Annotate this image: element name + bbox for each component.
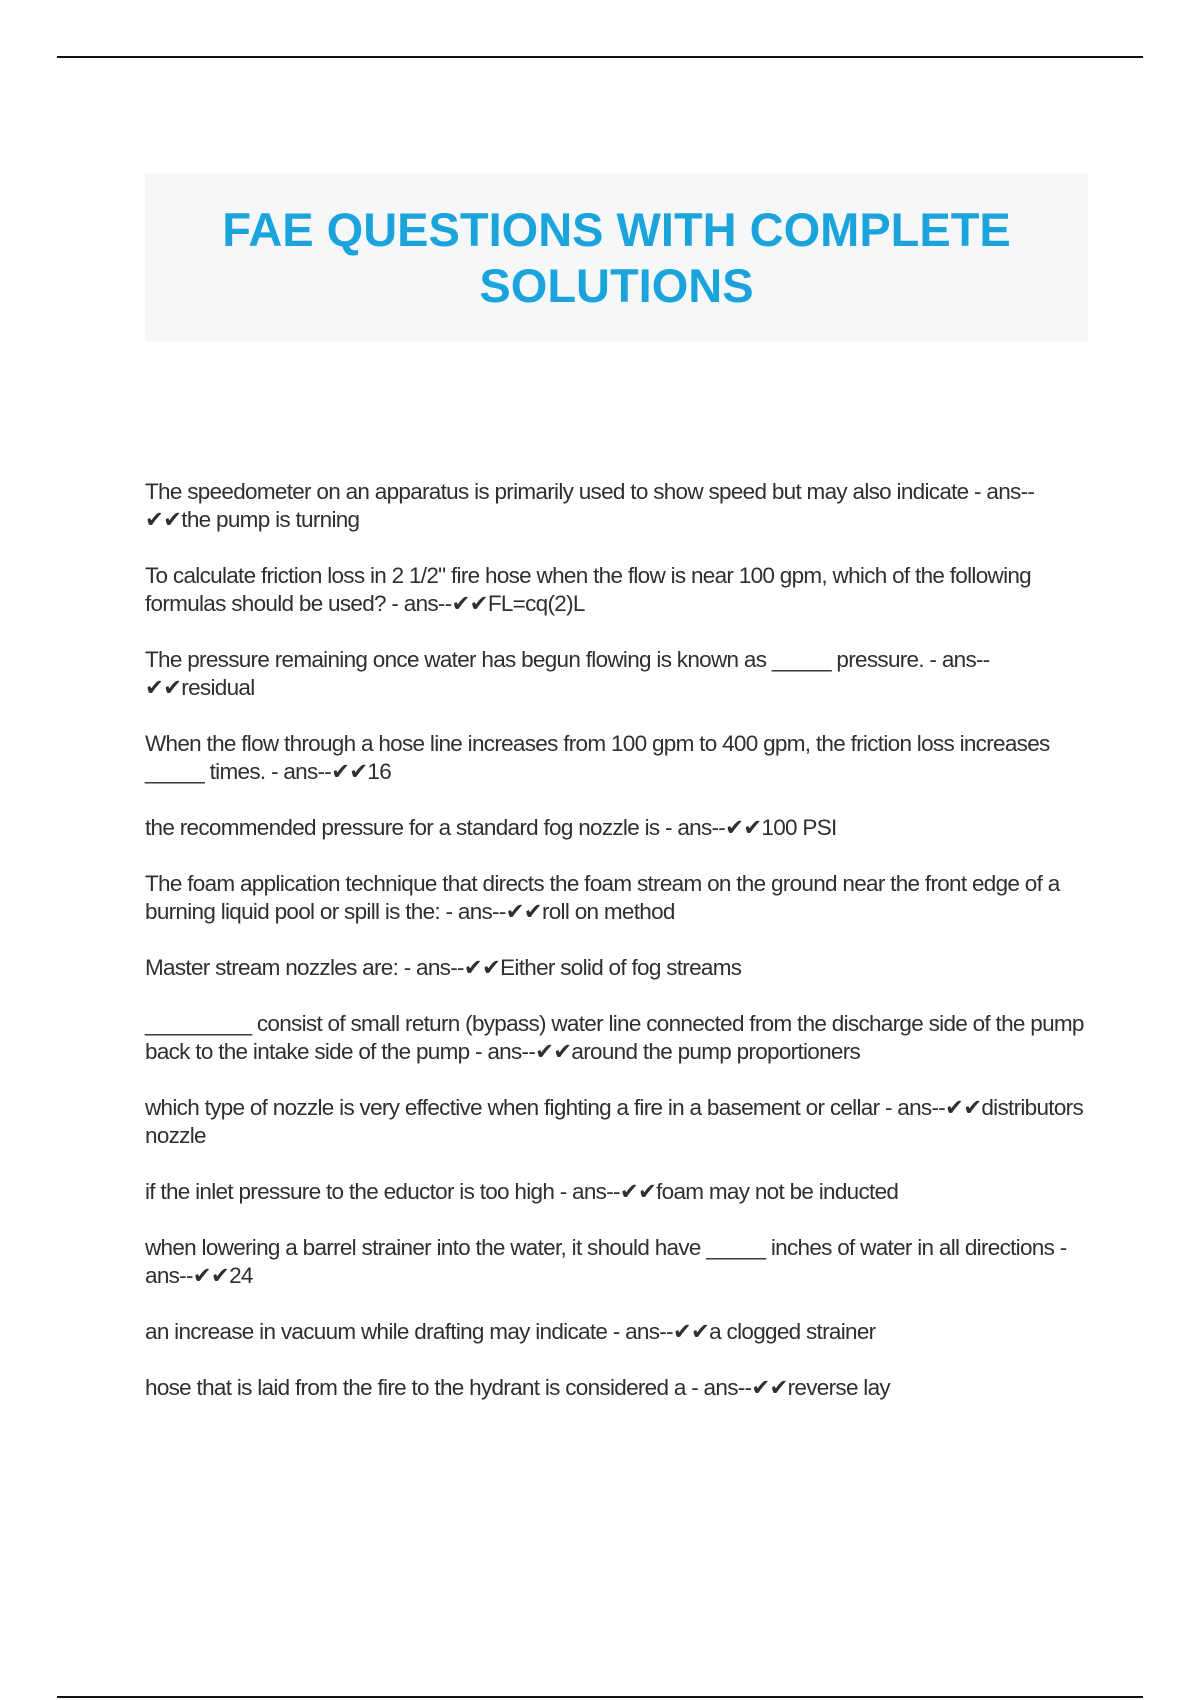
question-item-2: To calculate friction loss in 2 1/2" fire hose when the flow is near 100 gpm, which of the following formulas should be used? - ans--✔✔FL=cq(2)L <box>145 563 1031 616</box>
question-item-1: The speedometer on an apparatus is primarily used to show speed but may also indicate - ans--✔✔the pump is turning <box>145 479 1035 532</box>
question-item-3: The pressure remaining once water has begun flowing is known as _____ pressure. - ans--✔✔residual <box>145 647 990 700</box>
document-title: FAE QUESTIONS WITH COMPLETE SOLUTIONS <box>222 202 1011 312</box>
question-item-13: hose that is laid from the fire to the hydrant is considered a - ans--✔✔reverse lay <box>145 1375 890 1400</box>
question-item-4: When the flow through a hose line increases from 100 gpm to 400 gpm, the friction loss increases _____ times. - ans--✔✔16 <box>145 731 1050 784</box>
question-item-10: if the inlet pressure to the eductor is too high - ans--✔✔foam may not be inducted <box>145 1179 899 1204</box>
title-banner <box>145 174 1088 341</box>
question-item-7: Master stream nozzles are: - ans--✔✔Either solid of fog streams <box>145 955 742 980</box>
question-list <box>145 478 1085 1430</box>
question-item-12: an increase in vacuum while drafting may indicate - ans--✔✔a clogged strainer <box>145 1319 876 1344</box>
top-rule <box>57 56 1143 58</box>
question-item-9: which type of nozzle is very effective when fighting a fire in a basement or cellar - ans--✔✔distributors nozzle <box>145 1095 1083 1148</box>
question-item-11: when lowering a barrel strainer into the water, it should have _____ inches of water in all directions - ans--✔✔24 <box>145 1235 1067 1288</box>
bottom-rule <box>57 1696 1143 1698</box>
question-item-5: the recommended pressure for a standard fog nozzle is - ans--✔✔100 PSI <box>145 815 837 840</box>
question-item-8: _________ consist of small return (bypass) water line connected from the discharge side of the pump back to the intake side of the pump - ans--✔✔around the pump proportioners <box>145 1011 1084 1064</box>
question-item-6: The foam application technique that directs the foam stream on the ground near the front edge of a burning liquid pool or spill is the: - ans--✔✔roll on method <box>145 871 1060 924</box>
